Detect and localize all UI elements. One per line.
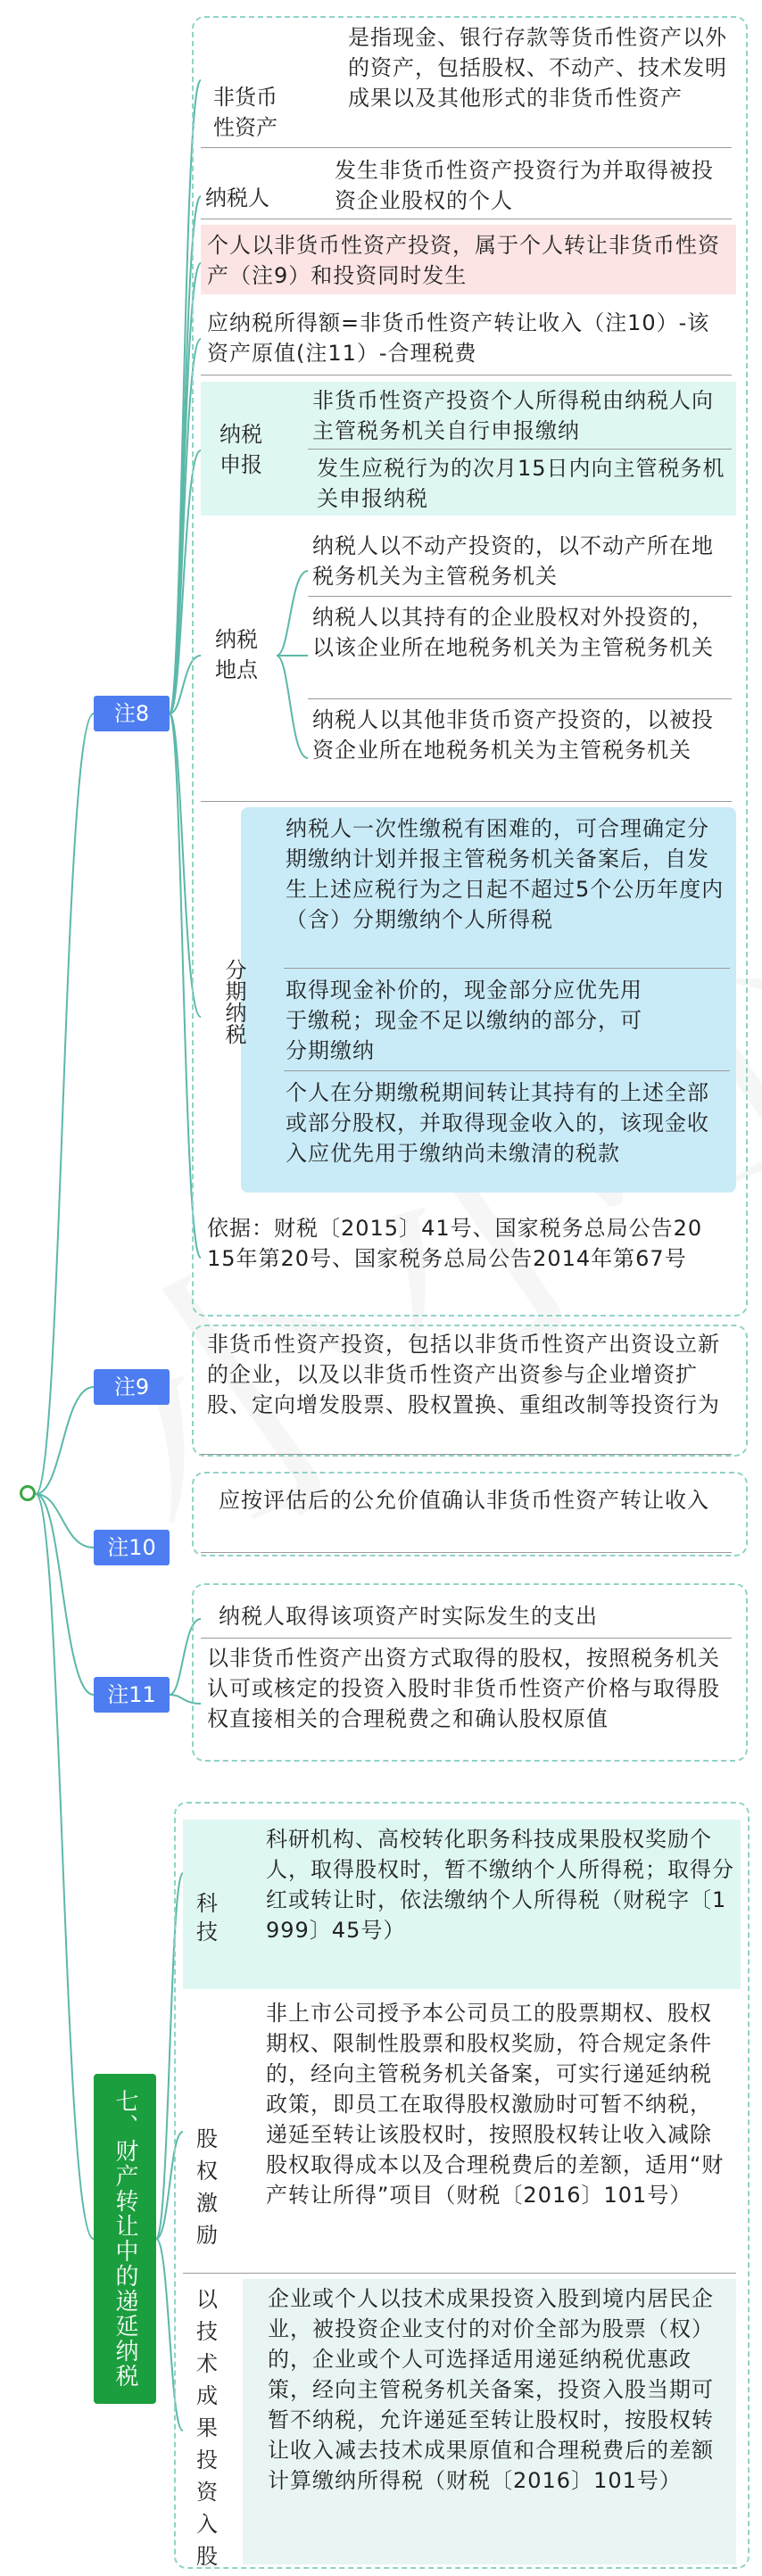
taxpayer-label: 纳税人 [205,186,269,211]
note8-tag[interactable]: 注8 [94,696,170,731]
place-label: 纳税地点 [215,627,258,682]
basis-text: 依据：财税〔2015〕41号、国家税务总局公告2015年第20号、国家税务总局公告2014年第67号 [207,1216,703,1271]
asset-definition: 是指现金、银行存款等货币性资产以外的资产，包括股权、不动产、技术发明成果以及其他形式的非货币性资产 [348,25,727,111]
note9-text: 非货币性资产投资，包括以非货币性资产出资设立新的企业，以及以非货币性资产出资参与企业增资扩股、定向增发股票、股权置换、重组改制等投资行为 [207,1332,720,1417]
tech-text: 科研机构、高校转化职务科技成果股权奖励个人，取得股权时，暂不缴纳个人所得税；取得分红或转让时，依法缴纳个人所得税（财税字〔1999〕45号） [266,1827,734,1943]
note11-text-2: 以非货币性资产出资方式取得的股权，按照税务机关认可或核定的投资入股时非货币性资产价格与取得股权直接相关的合理税费之和确认股权原值 [207,1646,720,1731]
taxpayer-definition: 发生非货币性资产投资行为并取得被投资企业股权的个人 [335,158,714,213]
section7-tag[interactable]: 七、财产转让中的递延纳税 [94,2074,156,2404]
declare-item-2: 发生应税行为的次月15日内向主管税务机关申报纳税 [317,456,725,511]
note10-tag[interactable]: 注10 [94,1530,170,1565]
pink-text: 个人以非货币性资产投资，属于个人转让非货币性资产（注9）和投资同时发生 [207,233,720,288]
place-item-3: 纳税人以其他非货币资产投资的，以被投资企业所在地税务机关为主管税务机关 [312,707,714,763]
note11-text-1: 纳税人取得该项资产时实际发生的支出 [219,1604,598,1629]
tech-label: 科技 [196,1891,218,1944]
tech-invest-text: 企业或个人以技术成果投资入股到境内居民企业，被投资企业支付的对价全部为股票（权）的，企业或个人可选择适用递延纳税优惠政策，经向主管税务机关备案，投资入股当期可暂不纳税，允许递延至转让股权时，按股权转让收入减去技术成果原值和合理税费后的差额计算缴纳所得税（财税〔2016〕101号） [268,2286,714,2493]
declare-item-1: 非货币性资产投资个人所得税由纳税人向主管税务机关自行申报缴纳 [312,388,714,443]
declare-label: 纳税申报 [219,422,262,477]
equity-label: 股权激励 [196,2126,218,2248]
note10-text: 应按评估后的公允价值确认非货币性资产转让收入 [219,1488,709,1513]
tech-invest-label: 以技术成果投资入股 [196,2287,218,2569]
note11-tag[interactable]: 注11 [94,1677,170,1713]
installment-item-2: 取得现金补价的，现金部分应优先用于缴税；现金不足以缴纳的部分，可分期缴纳 [286,978,642,1063]
installment-item-3: 个人在分期缴税期间转让其持有的上述全部或部分股权，并取得现金收入的，该现金收入应优先用于缴纳尚未缴清的税款 [286,1080,709,1166]
installment-item-1: 纳税人一次性缴税有困难的，可合理确定分期缴纳计划并报主管税务机关备案后，自发生上述应税行为之日起不超过5个公历年度内（含）分期缴纳个人所得税 [286,816,725,932]
place-item-2: 纳税人以其持有的企业股权对外投资的，以该企业所在地税务机关为主管税务机关 [312,605,714,660]
installment-label: 分期纳税 [221,959,246,1044]
note9-tag[interactable]: 注9 [94,1369,170,1405]
root-node[interactable] [20,1485,36,1501]
asset-label: 非货币性资产 [213,85,277,140]
formula-text: 应纳税所得额=非货币性资产转让收入（注10）-该资产原值(注11）-合理税费 [207,310,710,366]
equity-text: 非上市公司授予本公司员工的股票期权、股权期权、限制性股票和股权奖励，符合规定条件的，经向主管税务机关备案，可实行递延纳税政策，即员工在取得股权激励时可暂不纳税，递延至转让该股权时，按照股权转让收入减除股权取得成本以及合理税费后的差额，适用“财产转让所得”项目（财税〔2016〕101号） [266,2001,725,2208]
place-item-1: 纳税人以不动产投资的，以不动产所在地税务机关为主管税务机关 [312,533,714,589]
